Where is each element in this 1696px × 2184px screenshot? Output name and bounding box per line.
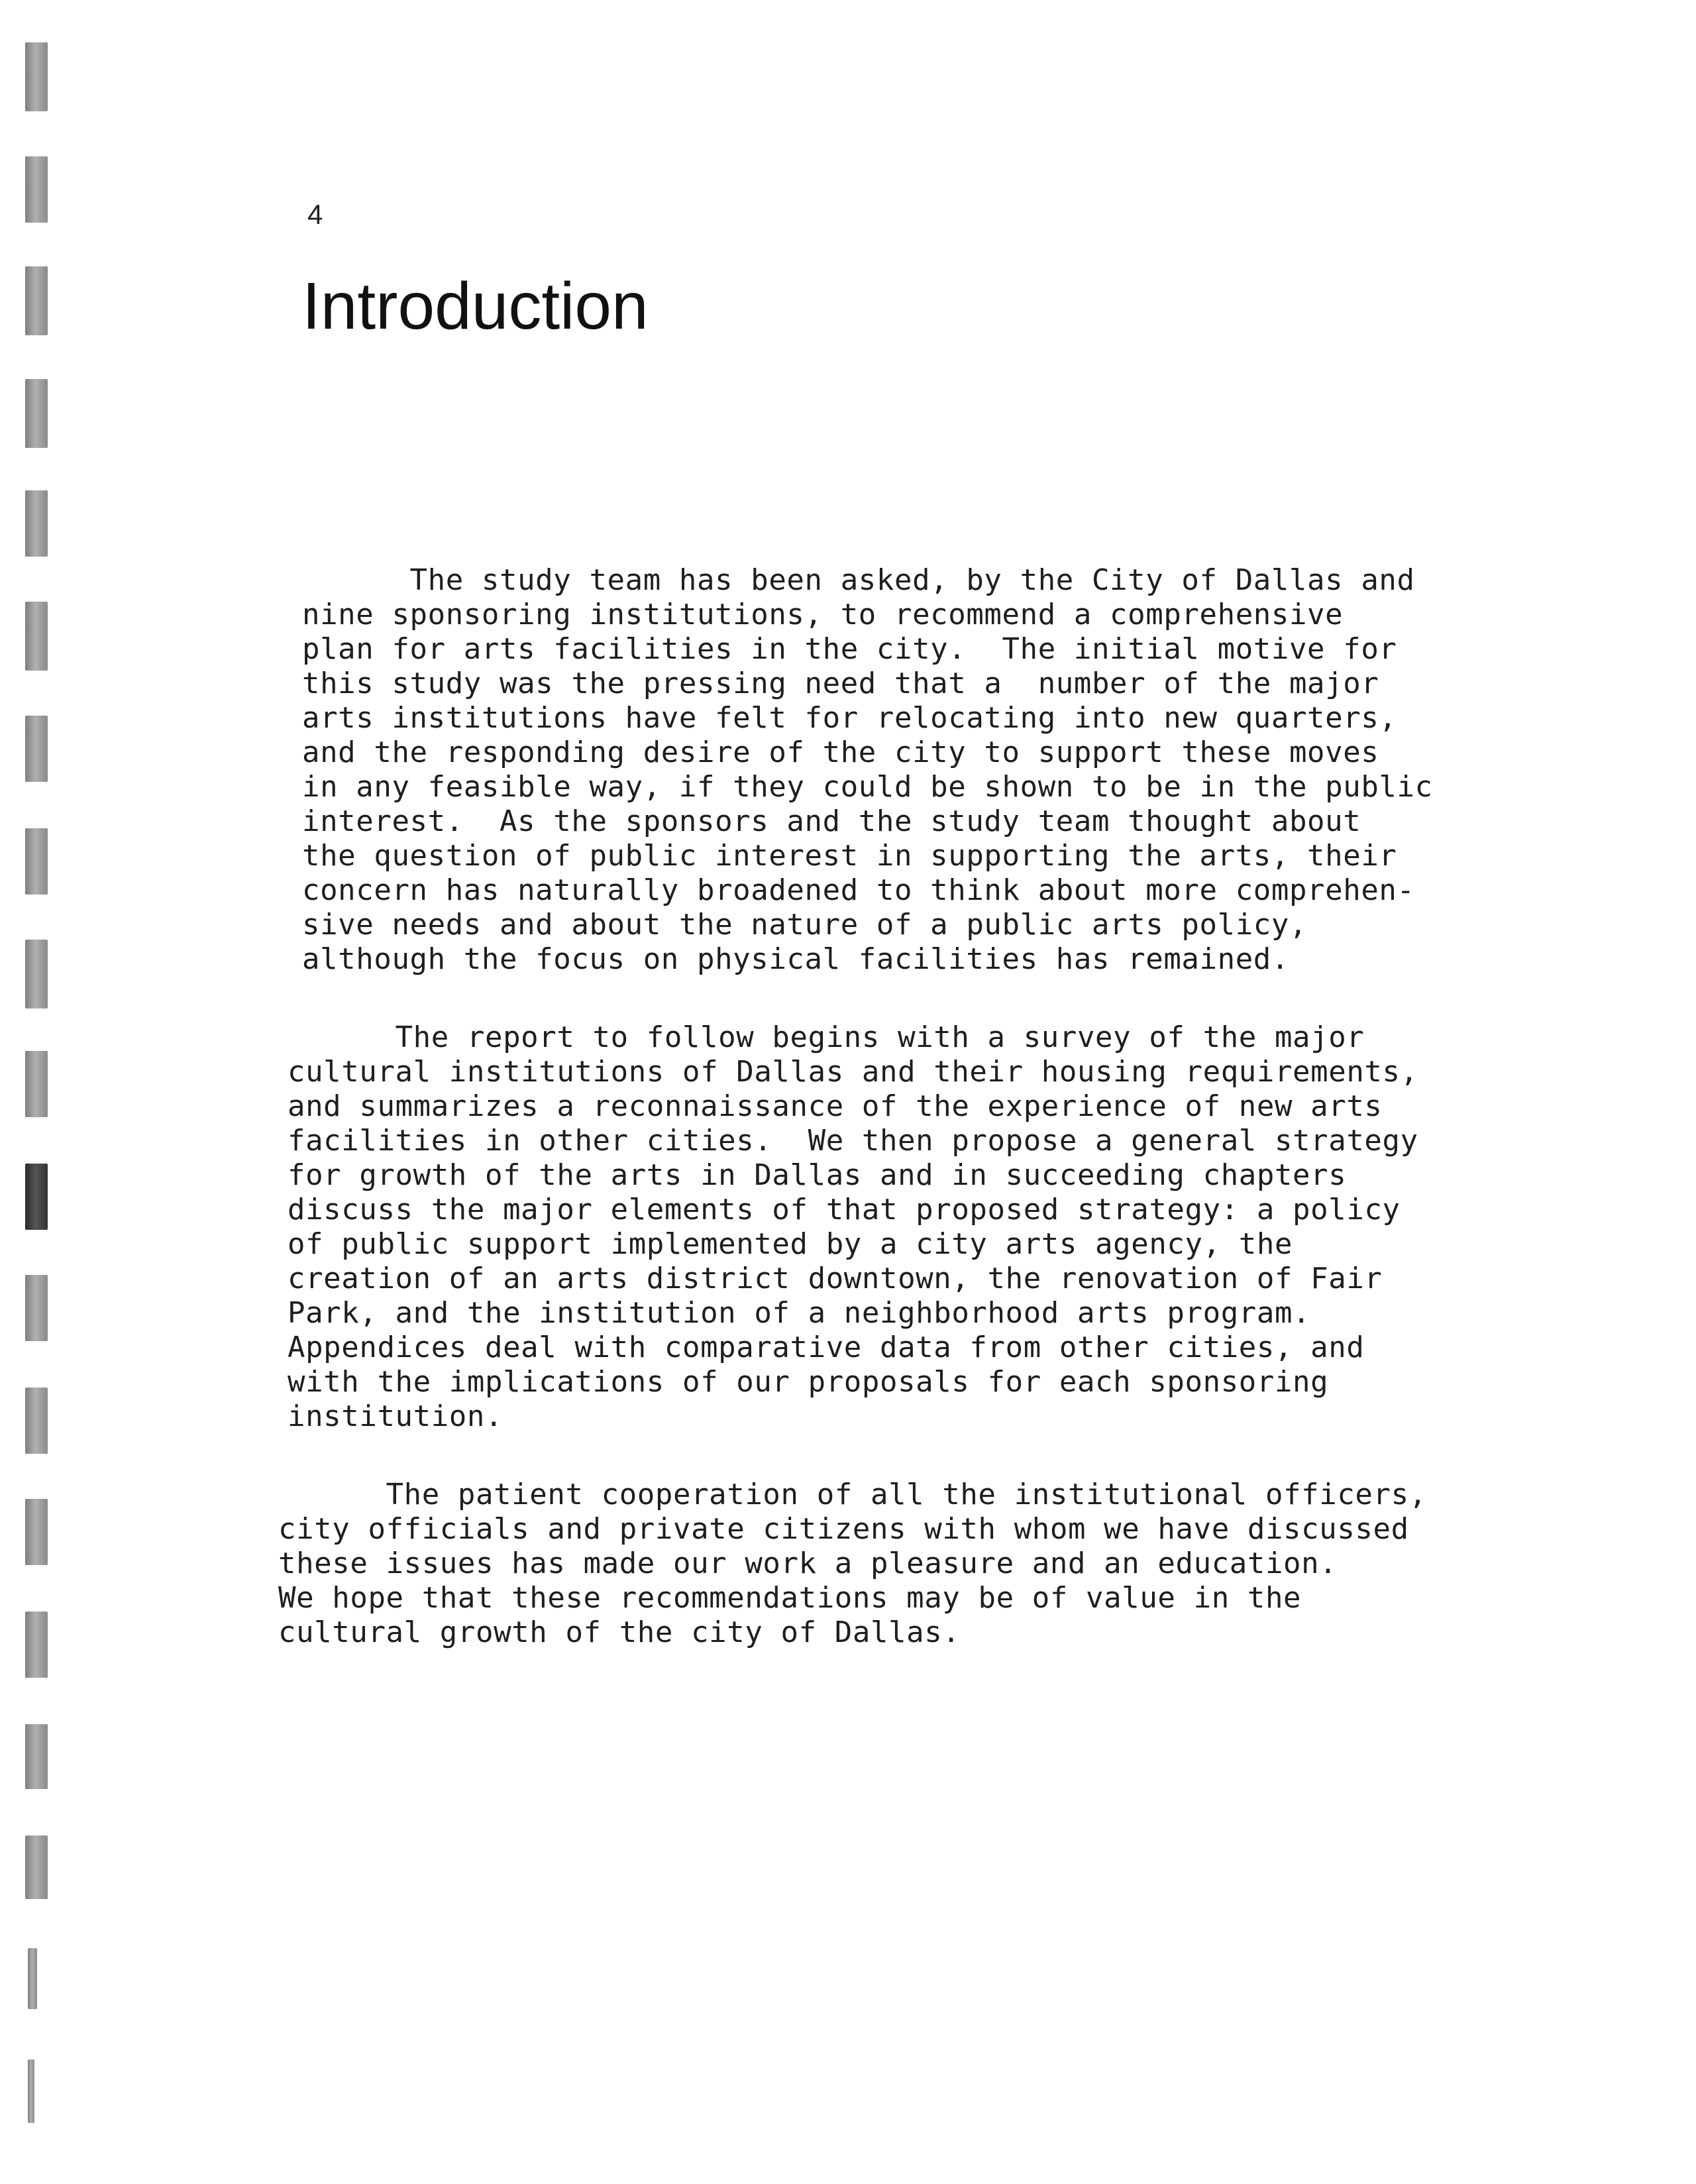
- binding-hole: [25, 1611, 48, 1678]
- text-line: We hope that these recommendations may be of value in the: [278, 1581, 1302, 1615]
- text-line: Appendices deal with comparative data from other cities, and: [288, 1331, 1365, 1364]
- binding-hole: [25, 716, 48, 782]
- binding-hole: [25, 379, 48, 448]
- text-line: the question of public interest in supporting the arts, their: [302, 839, 1397, 873]
- text-line: with the implications of our proposals for each sponsoring: [288, 1365, 1329, 1399]
- document-body: [278, 563, 1433, 1694]
- binding-hole: [25, 490, 48, 557]
- binding-hole: [25, 1499, 48, 1565]
- text-line: concern has naturally broadened to think about more comprehen-: [302, 873, 1415, 907]
- text-line: plan for arts facilities in the city. The initial motive for: [302, 632, 1397, 666]
- text-line: arts institutions have felt for relocating into new quarters,: [302, 701, 1397, 735]
- text-line: Park, and the institution of a neighborhood arts program.: [288, 1296, 1311, 1330]
- page-number: 4: [307, 199, 323, 230]
- text-line: cultural growth of the city of Dallas.: [278, 1615, 961, 1649]
- binding-hole: [25, 1388, 48, 1454]
- paragraph: [278, 1478, 1427, 1650]
- paragraph: [302, 563, 1433, 977]
- text-line: and the responding desire of the city to support these moves: [302, 736, 1379, 769]
- text-line: institution.: [288, 1399, 504, 1433]
- binding-hole: [25, 1051, 48, 1117]
- binding-hole: [25, 156, 48, 223]
- binding-hole: [25, 1275, 48, 1341]
- binding-hole: [25, 1835, 48, 1899]
- text-line: these issues has made our work a pleasure and an education.: [278, 1547, 1338, 1580]
- text-line: although the focus on physical facilities has remained.: [302, 942, 1289, 976]
- text-line: city officials and private citizens with whom we have discussed: [278, 1512, 1409, 1546]
- binding-holes: [0, 0, 80, 2184]
- page-title: Introduction: [302, 269, 649, 343]
- text-line: and summarizes a reconnaissance of the experience of new arts: [288, 1089, 1383, 1123]
- text-line: creation of an arts district downtown, the renovation of Fair: [288, 1262, 1383, 1295]
- paragraph: [288, 1020, 1418, 1434]
- text-line: facilities in other cities. We then propose a general strategy: [288, 1124, 1418, 1158]
- binding-hole: [25, 602, 48, 671]
- binding-hole: [28, 2059, 34, 2123]
- text-line: sive needs and about the nature of a public arts policy,: [302, 908, 1308, 942]
- binding-hole: [25, 42, 48, 111]
- text-line: nine sponsoring institutions, to recommend a comprehensive: [302, 598, 1344, 631]
- text-line: cultural institutions of Dallas and their housing requirements,: [288, 1055, 1418, 1089]
- text-line: this study was the pressing need that a number of the major: [302, 667, 1379, 700]
- text-line: The patient cooperation of all the institutional officers,: [278, 1478, 1427, 1511]
- text-line: The study team has been asked, by the City of Dallas and: [302, 563, 1415, 597]
- text-line: The report to follow begins with a survey of the major: [288, 1020, 1365, 1054]
- text-line: discuss the major elements of that proposed strategy: a policy: [288, 1193, 1401, 1227]
- text-line: for growth of the arts in Dallas and in succeeding chapters: [288, 1158, 1347, 1192]
- text-line: interest. As the sponsors and the study team thought about: [302, 804, 1361, 838]
- binding-hole: [25, 1724, 48, 1789]
- binding-hole: [25, 828, 48, 895]
- binding-hole: [25, 1164, 48, 1230]
- binding-hole: [25, 940, 48, 1009]
- binding-hole: [28, 1948, 37, 2009]
- text-line: in any feasible way, if they could be shown to be in the public: [302, 770, 1433, 804]
- text-line: of public support implemented by a city arts agency, the: [288, 1227, 1293, 1261]
- binding-hole: [25, 266, 48, 335]
